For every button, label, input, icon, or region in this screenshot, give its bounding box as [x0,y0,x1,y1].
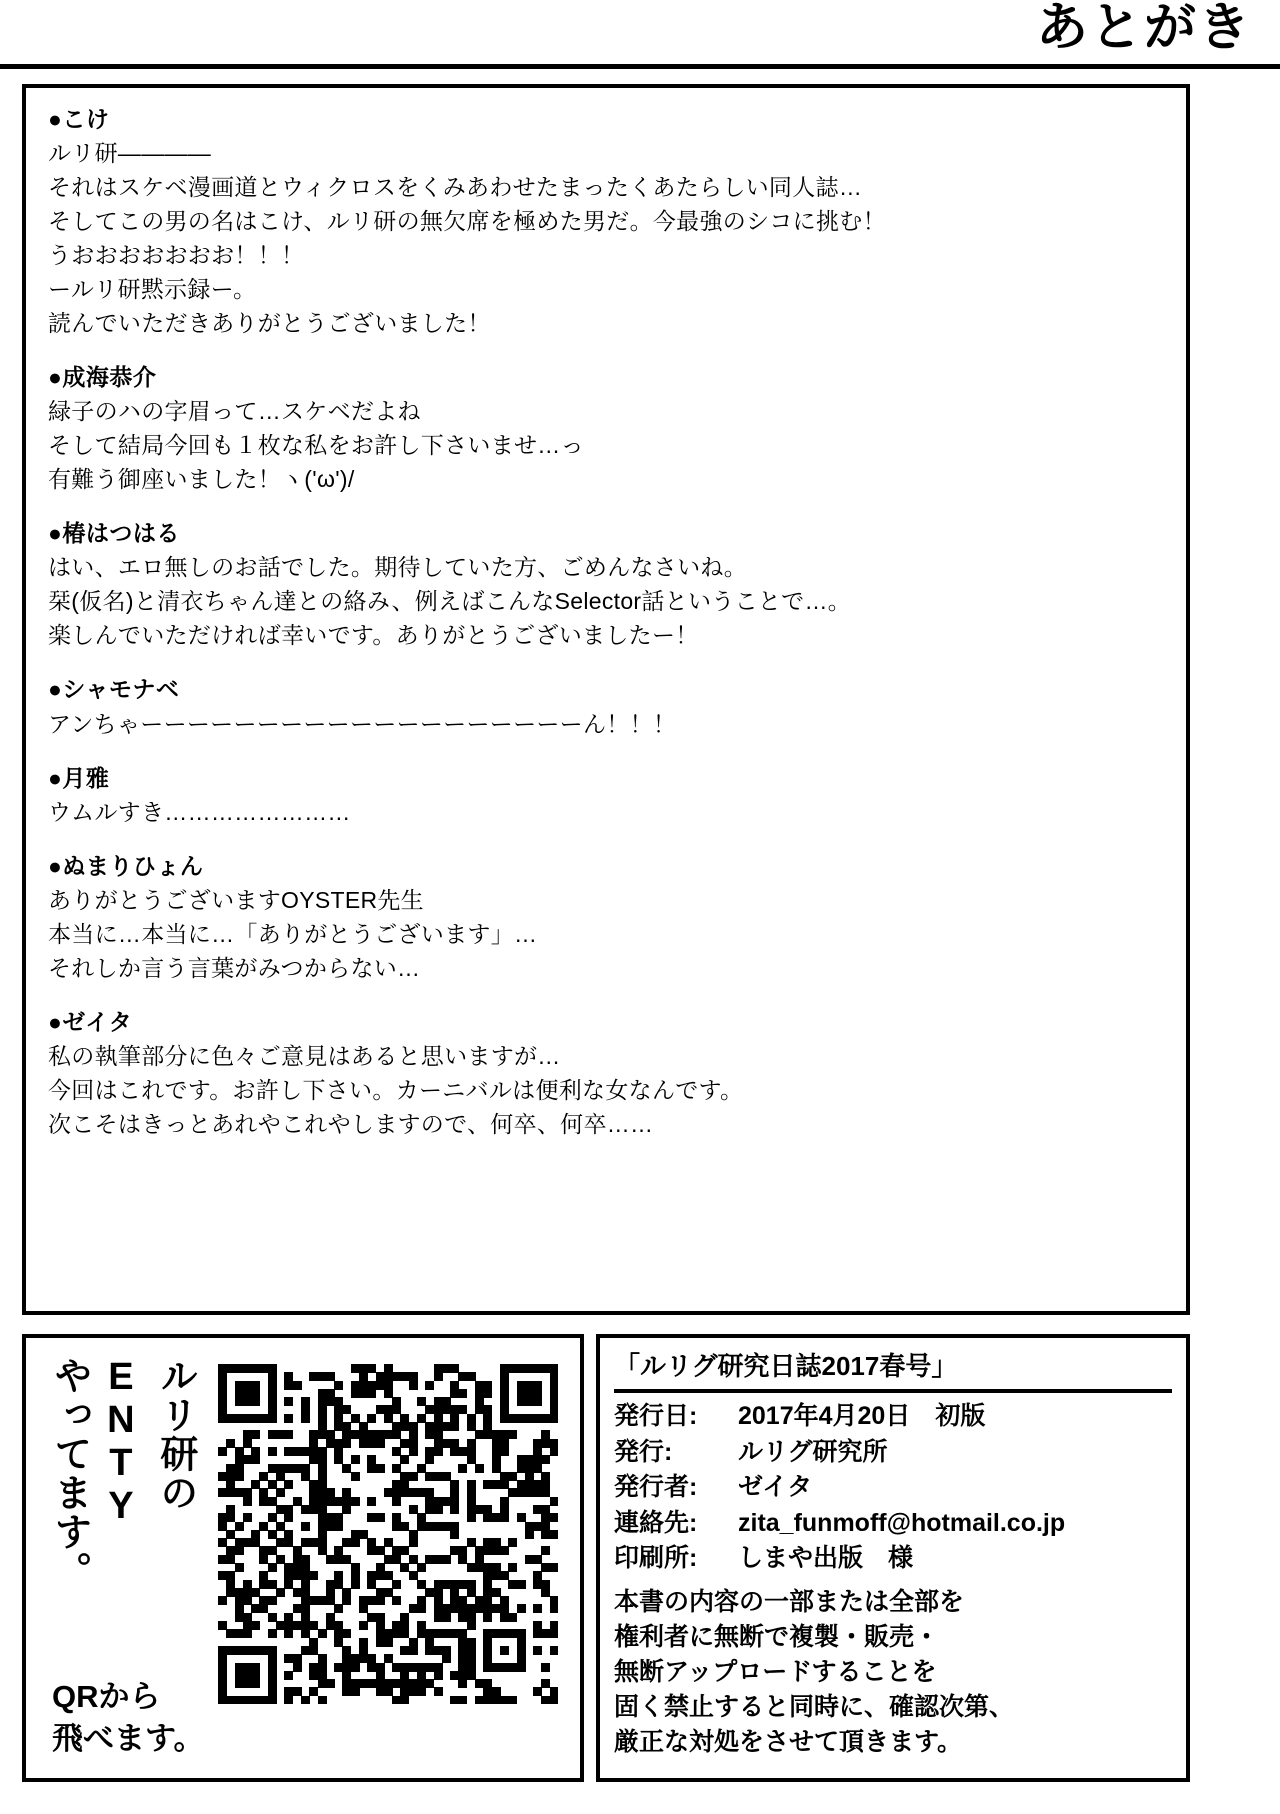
afterword-entry-line: 私の執筆部分に色々ご意見はあると思いますが… [48,1042,561,1069]
header-divider [0,64,1280,69]
colophon-row-value: しまや出版 様 [738,1544,914,1573]
colophon-row [614,1506,1172,1542]
colophon-panel [596,1334,1190,1782]
afterword-entry-line: ールリ研黙示録ー。 [48,276,257,303]
enty-vertical-text-1: ルリ研の [153,1356,196,1512]
colophon-row-label: 印刷所: [614,1544,698,1573]
enty-qr-caption-line-2: 飛べます。 [52,1721,205,1757]
afterword-entry-line: 緑子のハの字眉って…スケベだよね [48,398,421,425]
afterword-entry-author: ●椿はつはる [48,520,180,547]
afterword-entry-author: ●ゼイタ [48,1008,133,1035]
afterword-entry-line: 今回はこれです。お許し下さい。カーニバルは便利な女なんです。 [48,1076,744,1103]
colophon-row [614,1435,1172,1471]
afterword-entry-line: 本当に…本当に…「ありがとうございます」… [48,920,538,947]
colophon-row-label: 発行者: [614,1473,698,1502]
colophon-divider [614,1389,1172,1393]
afterword-entry [48,849,1172,985]
afterword-entry [48,1005,1172,1141]
afterword-entry-author: ●月雅 [48,764,110,791]
enty-qr-panel [22,1334,584,1782]
colophon-rows [614,1399,1172,1577]
afterword-entry-line: 次こそはきっとあれやこれやしますので、何卒、何卒…… [48,1110,654,1137]
afterword-entry-line: ルリ研———— [48,140,212,167]
colophon-notice [614,1585,1172,1760]
colophon-row-label: 発行: [614,1437,673,1466]
afterword-entry [48,516,1172,652]
colophon-row-value: ゼイタ [738,1473,813,1502]
colophon-row-value: 2017年4月20日 初版 [738,1402,986,1431]
afterword-entries [48,102,1172,1161]
colophon-notice-line: 本書の内容の一部または全部を [614,1587,965,1616]
afterword-entry-author: ●成海恭介 [48,364,157,391]
enty-vertical-text-3: やってます。 [47,1356,90,1590]
afterword-entry-line: ありがとうございますOYSTER先生 [48,886,424,913]
colophon-title: 「ルリグ研究日誌2017春号」 [614,1351,958,1381]
colophon-notice-line: 固く禁止すると同時に、確認次第、 [614,1692,1015,1721]
afterword-entry-line: アンちゃーーーーーーーーーーーーーーーーーーーん！！！ [48,710,677,737]
colophon-row [614,1399,1172,1435]
afterword-entry [48,102,1172,340]
colophon-row [614,1470,1172,1506]
afterword-entry [48,360,1172,496]
page-title: あとがき [1035,0,1252,57]
enty-qr-caption [52,1676,205,1760]
afterword-entry-author: ●こけ [48,106,110,132]
colophon-notice-line: 無断アップロードすることを [614,1657,937,1686]
enty-qr-caption-line-1: QRから [52,1679,161,1715]
afterword-entry-line: ウムルすき…………………… [48,798,351,825]
colophon-notice-line: 権利者に無断で複製・販売・ [614,1622,940,1651]
afterword-entry-line: 楽しんでいただければ幸いです。ありがとうございましたー！ [48,622,699,649]
afterword-entry-line: はい、エロ無しのお話でした。期待していた方、ごめんなさいね。 [48,554,747,581]
afterword-entry-line: うおおおおおおお！！！ [48,242,305,269]
afterword-entry [48,672,1172,740]
afterword-panel [22,84,1190,1315]
colophon-row-value: ルリグ研究所 [738,1437,888,1466]
afterword-entry-line: 栞(仮名)と清衣ちゃん達との絡み、例えばこんなSelector話ということで…。 [48,588,852,615]
enty-vertical-text-2: ENTY [99,1356,142,1528]
afterword-entry [48,761,1172,829]
colophon-row [614,1541,1172,1577]
afterword-entry-author: ●シャモナベ [48,676,180,703]
afterword-entry-line: 読んでいただきありがとうございました！ [48,310,491,337]
afterword-entry-line: 有難う御座いました！ヽ('ω')/ [48,466,355,493]
afterword-entry-line: そして結局今回も１枚な私をお許し下さいませ…っ [48,432,584,459]
qr-code-icon[interactable] [218,1364,558,1704]
colophon-row-label: 発行日: [614,1402,698,1431]
afterword-entry-line: それはスケベ漫画道とウィクロスをくみあわせたまったくあたらしい同人誌… [48,174,863,201]
page-header [0,0,1280,72]
colophon-row-label: 連絡先: [614,1508,698,1537]
colophon-notice-line: 厳正な対処をさせて頂きます。 [614,1727,963,1756]
colophon-row-value: zita_funmoff@hotmail.co.jp [738,1508,1066,1537]
afterword-entry-author: ●ぬまりひょん [48,852,204,879]
afterword-entry-line: そしてこの男の名はこけ、ルリ研の無欠席を極めた男だ。今最強のシコに挑む！ [48,208,886,235]
afterword-entry-line: それしか言う言葉がみつからない… [48,954,421,981]
